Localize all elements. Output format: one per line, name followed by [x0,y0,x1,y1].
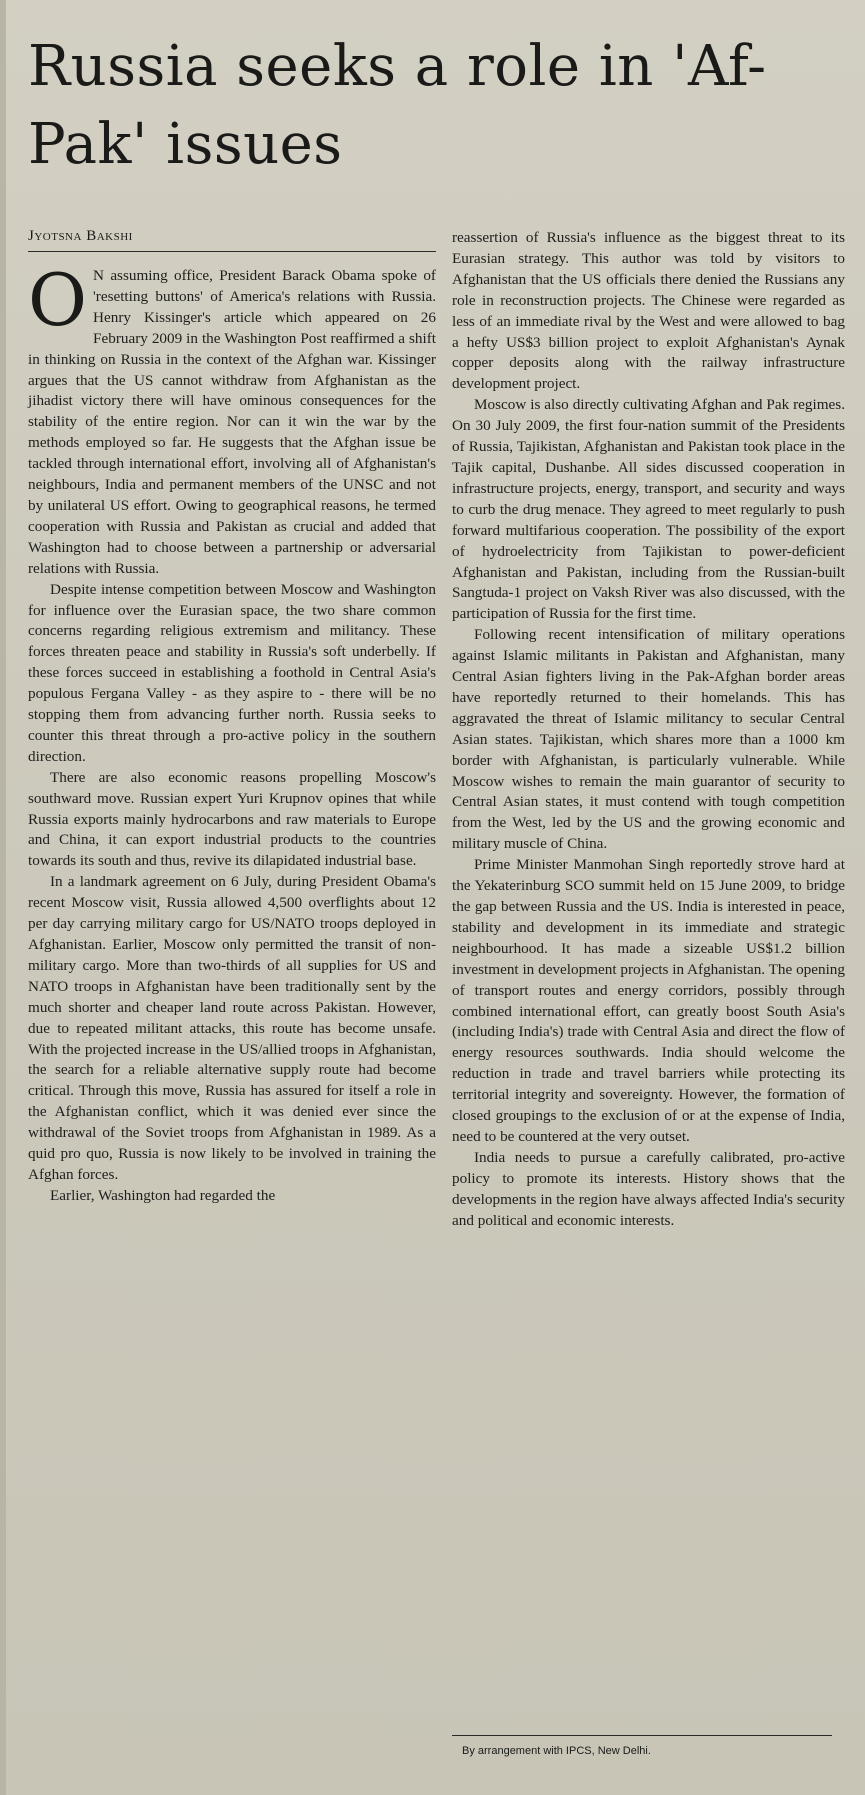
paragraph-5: Earlier, Washington had regarded the [50,1186,276,1204]
left-column [28,258,436,1207]
headline: Russia seeks a role in 'Af-Pak' issues [28,34,767,177]
paragraph-7: Moscow is also directly cultivating Afghan and Pak regimes. On 30 July 2009, the first four-nation summit of the Presidents of Russia, Tajikistan, Afghanistan and Pakistan took place in the Tajik capital, Dushanbe. All sides discussed cooperation in infrastructure projects, energy, transport, and security and ways to curb the drug menace. They agreed to meet regularly to push forward multifarious cooperation. The possibility of the export of hydroelectricity from Tajikistan to power-deficient Afghanistan and Pakistan, including from the Russian-built Sangtuda-1 project on Vaksh River was also discussed, with the participation of Russia for the first time. [452,396,845,623]
paragraph-3: There are also economic reasons propelling Moscow's southward move. Russian expert Yuri Krupnov opines that while Russia exports mainly hydrocarbons and raw materials to Europe and China, it can export industrial products to the countries towards its south and thus, revive its dilapidated industrial base. [28,768,436,870]
paragraph-1-text: N assuming office, President Barack Obama spoke of 'resetting buttons' of America's relations with Russia. Henry Kissinger's article which appeared on 26 February 2009 in the Washington Post reaffirmed a shift in thinking on Russia in the context of the Afghan war. Kissinger argues that the US cannot withdraw from Afghanistan as the jihadist victory there will have ominous consequences for the stability of the entire region. Nor can it win the war by the methods employed so far. He suggests that the Afghan issue be tackled through international effort, involving all of Afghanistan's neighbours, India and permanent members of the UNSC and not by unilateral US effort. Owing to geographical reasons, he termed cooperation with Russia and Pakistan as crucial and added that Washington had to choose between a partnership or adversarial relations with Russia. [28,267,436,577]
credit-line: By arrangement with IPCS, New Delhi. [462,1745,651,1757]
byline: Jyotsna Bakshi [28,228,436,252]
paragraph-8: Following recent intensification of military operations against Islamic militants in Pakistan and Afghanistan, many Central Asian fighters living in the Pak-Afghan border areas have reportedly returned to their homelands. This has aggravated the threat of Islamic militancy to secular Central Asian states. Tajikistan, which shares more than a 1000 km border with Afghanistan, is particularly vulnerable. While Moscow wishes to remain the main guarantor of security to Central Asian states, it must contend with tough competition from the West, led by the US and the growing economic and military muscle of China. [452,626,845,853]
paragraph-4: In a landmark agreement on 6 July, during President Obama's recent Moscow visit, Russia allowed 4,500 overflights about 12 per day carrying military cargo for US/NATO troops deployed in Afghanistan. Earlier, Moscow only permitted the transit of non-military cargo. More than two-thirds of all supplies for US and NATO troops in Afghanistan have been traditionally sent by the much shorter and cheaper land route across Pakistan. However, due to repeated militant attacks, this route has become unsafe. With the projected increase in the US/allied troops in Afghanistan, the search for a reliable alternative supply route had become critical. Through this move, Russia has assured for itself a role in the Afghanistan conflict, which it was denied ever since the withdrawal of the Soviet troops from Afghanistan in 1989. As a quid pro quo, Russia is now likely to be involved in training the Afghan forces. [28,873,436,1183]
paragraph-6: reassertion of Russia's influence as the biggest threat to its Eurasian strategy. This author was told by visitors to Afghanistan that the US officials there denied the Russians any role in reconstruction projects. The Chinese were regarded as less of an immediate rival by the West and were allowed to bag a hefty US$3 billion project to exploit Afghanistan's Aynak copper deposits along with the railway infrastructure development project. [452,229,845,393]
paragraph-9: Prime Minister Manmohan Singh reportedly strove hard at the Yekaterinburg SCO summit held on 15 June 2009, to bridge the gap between Russia and the US. India is interested in peace, stability and development in its immediate and strategic neighbourhood. It has made a sizeable US$1.2 billion investment in development projects in Afghanistan. The opening of transport routes and energy corridors, possibly through combined international effort, can greatly boost South Asia's (including India's) trade with Central Asia and direct the flow of energy resources southwards. India should welcome the reduction in trade and travel barriers while protecting its territorial integrity and sovereignty. However, the formation of closed groupings to the exclusion of or at the expense of India, need to be countered at the very outset. [452,856,845,1145]
paragraph-1 [28,258,436,580]
drop-cap: O [28,258,88,342]
credit-divider [452,1735,832,1736]
paragraph-2: Despite intense competition between Moscow and Washington for influence over the Eurasian space, the two share common concerns regarding religious extremism and militancy. These forces threaten peace and stability in Russia's soft underbelly. If these forces succeed in establishing a foothold in Central Asia's populous Fergana Valley - as they aspire to - there will be no stopping them from advancing further north. Russia seeks to counter this threat through a pro-active policy in the southern direction. [28,580,436,765]
paragraph-10: India needs to pursue a carefully calibrated, pro-active policy to promote its interests. History shows that the developments in the region have always affected India's security and political and economic interests. [452,1148,845,1229]
right-column [452,228,845,1232]
